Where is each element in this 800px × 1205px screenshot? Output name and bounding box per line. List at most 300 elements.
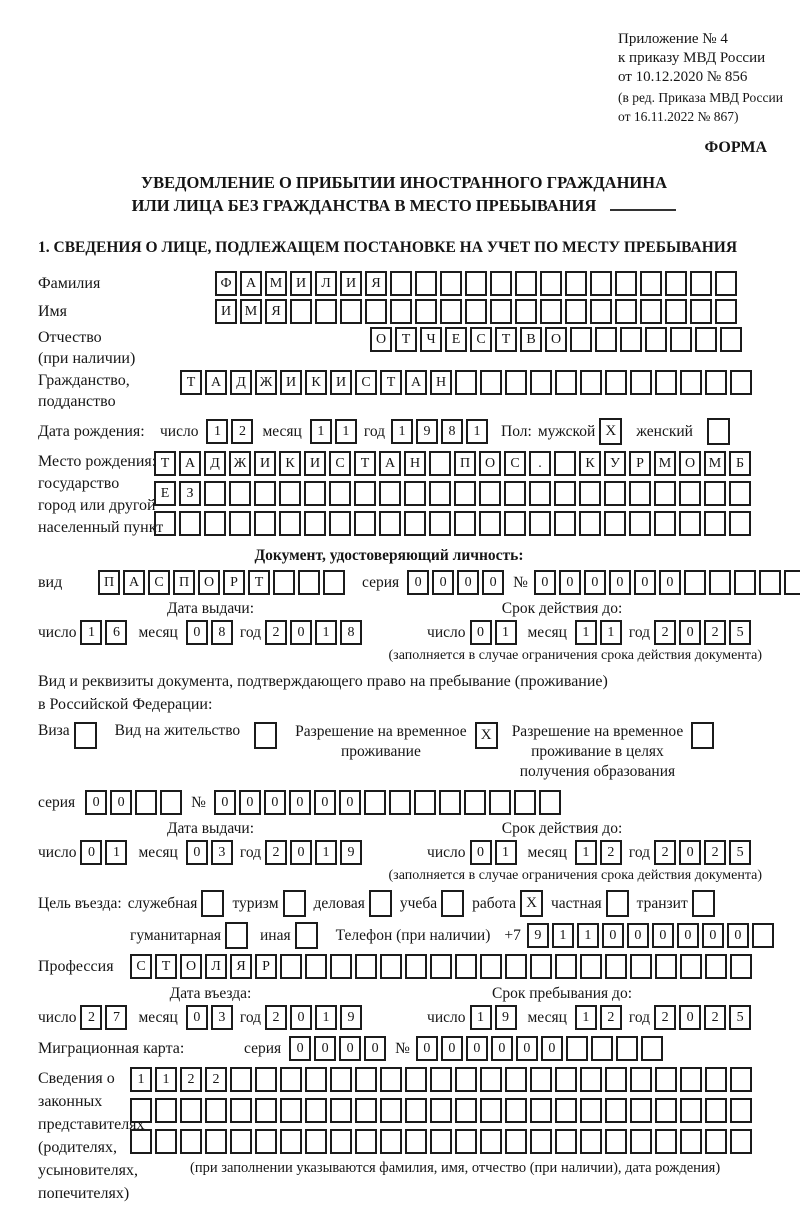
char-cell[interactable]: [555, 1098, 577, 1123]
char-cell[interactable]: [595, 327, 617, 352]
char-cell[interactable]: Е: [445, 327, 467, 352]
char-cell[interactable]: [616, 1036, 638, 1061]
char-cell[interactable]: [230, 1098, 252, 1123]
char-cell[interactable]: 3: [211, 1005, 233, 1030]
char-cell[interactable]: [730, 1098, 752, 1123]
char-cell[interactable]: А: [179, 451, 201, 476]
char-cell[interactable]: 0: [659, 570, 681, 595]
char-cell[interactable]: [279, 481, 301, 506]
char-cell[interactable]: [580, 1098, 602, 1123]
char-cell[interactable]: П: [454, 451, 476, 476]
char-cell[interactable]: [429, 451, 451, 476]
char-cell[interactable]: 0: [432, 570, 454, 595]
char-cell[interactable]: М: [704, 451, 726, 476]
char-cell[interactable]: [530, 954, 552, 979]
char-cell[interactable]: 0: [85, 790, 107, 815]
char-cell[interactable]: 0: [541, 1036, 563, 1061]
char-cell[interactable]: 1: [466, 419, 488, 444]
char-cell[interactable]: [154, 511, 176, 536]
char-cell[interactable]: [255, 1129, 277, 1154]
char-cell[interactable]: [630, 1098, 652, 1123]
char-cell[interactable]: 1: [335, 419, 357, 444]
char-cell[interactable]: 0: [491, 1036, 513, 1061]
char-cell[interactable]: [205, 1129, 227, 1154]
char-cell[interactable]: [579, 511, 601, 536]
char-cell[interactable]: [255, 1098, 277, 1123]
char-cell[interactable]: О: [370, 327, 392, 352]
char-cell[interactable]: 2: [704, 620, 726, 645]
char-cell[interactable]: [705, 1129, 727, 1154]
char-cell[interactable]: О: [545, 327, 567, 352]
char-cell[interactable]: [365, 299, 387, 324]
char-cell[interactable]: И: [290, 271, 312, 296]
char-cell[interactable]: [704, 511, 726, 536]
char-cell[interactable]: 0: [214, 790, 236, 815]
char-cell[interactable]: 0: [289, 790, 311, 815]
char-cell[interactable]: [323, 570, 345, 595]
char-cell[interactable]: [389, 790, 411, 815]
char-cell[interactable]: [505, 370, 527, 395]
char-cell[interactable]: [655, 1129, 677, 1154]
char-cell[interactable]: Т: [380, 370, 402, 395]
char-cell[interactable]: 2: [654, 1005, 676, 1030]
char-cell[interactable]: [440, 299, 462, 324]
char-cell[interactable]: [315, 299, 337, 324]
purpose-transit-checkbox[interactable]: [692, 890, 715, 917]
char-cell[interactable]: [630, 1067, 652, 1092]
char-cell[interactable]: 0: [702, 923, 724, 948]
char-cell[interactable]: [304, 481, 326, 506]
char-cell[interactable]: 9: [495, 1005, 517, 1030]
char-cell[interactable]: [695, 327, 717, 352]
char-cell[interactable]: [734, 570, 756, 595]
char-cell[interactable]: Н: [430, 370, 452, 395]
temp-residence-edu-checkbox[interactable]: [691, 722, 714, 749]
char-cell[interactable]: 0: [289, 1036, 311, 1061]
char-cell[interactable]: [329, 481, 351, 506]
char-cell[interactable]: [405, 1129, 427, 1154]
char-cell[interactable]: [230, 1129, 252, 1154]
char-cell[interactable]: [479, 481, 501, 506]
char-cell[interactable]: [705, 1067, 727, 1092]
char-cell[interactable]: [480, 954, 502, 979]
char-cell[interactable]: [555, 370, 577, 395]
char-cell[interactable]: [390, 299, 412, 324]
char-cell[interactable]: 1: [315, 840, 337, 865]
char-cell[interactable]: [690, 271, 712, 296]
char-cell[interactable]: Т: [248, 570, 270, 595]
char-cell[interactable]: 0: [584, 570, 606, 595]
char-cell[interactable]: [615, 271, 637, 296]
char-cell[interactable]: [480, 370, 502, 395]
char-cell[interactable]: [364, 790, 386, 815]
char-cell[interactable]: 0: [290, 620, 312, 645]
char-cell[interactable]: 7: [105, 1005, 127, 1030]
char-cell[interactable]: А: [123, 570, 145, 595]
char-cell[interactable]: 1: [315, 620, 337, 645]
char-cell[interactable]: [565, 299, 587, 324]
char-cell[interactable]: 1: [575, 840, 597, 865]
char-cell[interactable]: 0: [290, 840, 312, 865]
char-cell[interactable]: [304, 511, 326, 536]
char-cell[interactable]: [254, 481, 276, 506]
char-cell[interactable]: Я: [365, 271, 387, 296]
char-cell[interactable]: Т: [154, 451, 176, 476]
char-cell[interactable]: [229, 481, 251, 506]
char-cell[interactable]: [130, 1129, 152, 1154]
char-cell[interactable]: [605, 1129, 627, 1154]
char-cell[interactable]: 0: [602, 923, 624, 948]
char-cell[interactable]: О: [679, 451, 701, 476]
char-cell[interactable]: 2: [231, 419, 253, 444]
char-cell[interactable]: М: [265, 271, 287, 296]
temp-residence-checkbox[interactable]: X: [475, 722, 498, 749]
char-cell[interactable]: [679, 481, 701, 506]
char-cell[interactable]: 0: [416, 1036, 438, 1061]
char-cell[interactable]: [515, 271, 537, 296]
char-cell[interactable]: 1: [105, 840, 127, 865]
char-cell[interactable]: Ж: [229, 451, 251, 476]
char-cell[interactable]: [680, 1067, 702, 1092]
char-cell[interactable]: 1: [575, 620, 597, 645]
char-cell[interactable]: А: [205, 370, 227, 395]
char-cell[interactable]: [654, 511, 676, 536]
residence-permit-checkbox[interactable]: [254, 722, 277, 749]
visa-checkbox[interactable]: [74, 722, 97, 749]
char-cell[interactable]: 2: [180, 1067, 202, 1092]
char-cell[interactable]: [230, 1067, 252, 1092]
char-cell[interactable]: Т: [495, 327, 517, 352]
char-cell[interactable]: [630, 954, 652, 979]
char-cell[interactable]: .: [529, 451, 551, 476]
char-cell[interactable]: 1: [552, 923, 574, 948]
char-cell[interactable]: С: [130, 954, 152, 979]
char-cell[interactable]: [204, 511, 226, 536]
char-cell[interactable]: [566, 1036, 588, 1061]
char-cell[interactable]: Н: [404, 451, 426, 476]
char-cell[interactable]: [440, 271, 462, 296]
char-cell[interactable]: [690, 299, 712, 324]
char-cell[interactable]: 1: [310, 419, 332, 444]
char-cell[interactable]: [155, 1098, 177, 1123]
char-cell[interactable]: [555, 954, 577, 979]
char-cell[interactable]: 2: [80, 1005, 102, 1030]
char-cell[interactable]: 1: [575, 1005, 597, 1030]
char-cell[interactable]: [179, 511, 201, 536]
char-cell[interactable]: О: [479, 451, 501, 476]
char-cell[interactable]: [730, 370, 752, 395]
char-cell[interactable]: [205, 1098, 227, 1123]
char-cell[interactable]: Р: [629, 451, 651, 476]
char-cell[interactable]: [629, 511, 651, 536]
char-cell[interactable]: 5: [729, 1005, 751, 1030]
char-cell[interactable]: [280, 1098, 302, 1123]
char-cell[interactable]: [605, 954, 627, 979]
char-cell[interactable]: И: [340, 271, 362, 296]
char-cell[interactable]: 6: [105, 620, 127, 645]
char-cell[interactable]: 2: [600, 840, 622, 865]
char-cell[interactable]: [155, 1129, 177, 1154]
char-cell[interactable]: И: [215, 299, 237, 324]
char-cell[interactable]: 1: [495, 620, 517, 645]
char-cell[interactable]: [570, 327, 592, 352]
char-cell[interactable]: Т: [395, 327, 417, 352]
char-cell[interactable]: [455, 954, 477, 979]
char-cell[interactable]: С: [148, 570, 170, 595]
char-cell[interactable]: [579, 481, 601, 506]
char-cell[interactable]: [591, 1036, 613, 1061]
char-cell[interactable]: [380, 1129, 402, 1154]
char-cell[interactable]: 1: [206, 419, 228, 444]
char-cell[interactable]: [515, 299, 537, 324]
char-cell[interactable]: Т: [155, 954, 177, 979]
char-cell[interactable]: [355, 1067, 377, 1092]
char-cell[interactable]: [514, 790, 536, 815]
char-cell[interactable]: 0: [314, 1036, 336, 1061]
char-cell[interactable]: 3: [211, 840, 233, 865]
char-cell[interactable]: [380, 1067, 402, 1092]
char-cell[interactable]: [665, 299, 687, 324]
char-cell[interactable]: [555, 1129, 577, 1154]
char-cell[interactable]: [505, 1098, 527, 1123]
char-cell[interactable]: [305, 1098, 327, 1123]
char-cell[interactable]: [615, 299, 637, 324]
char-cell[interactable]: 0: [679, 840, 701, 865]
char-cell[interactable]: 9: [527, 923, 549, 948]
char-cell[interactable]: П: [173, 570, 195, 595]
char-cell[interactable]: [429, 511, 451, 536]
char-cell[interactable]: [180, 1129, 202, 1154]
char-cell[interactable]: 8: [211, 620, 233, 645]
char-cell[interactable]: [505, 1067, 527, 1092]
char-cell[interactable]: [730, 1067, 752, 1092]
char-cell[interactable]: Л: [315, 271, 337, 296]
char-cell[interactable]: [539, 790, 561, 815]
char-cell[interactable]: П: [98, 570, 120, 595]
char-cell[interactable]: [655, 1098, 677, 1123]
purpose-business-checkbox[interactable]: [369, 890, 392, 917]
char-cell[interactable]: [354, 511, 376, 536]
char-cell[interactable]: 0: [339, 790, 361, 815]
char-cell[interactable]: [430, 1098, 452, 1123]
char-cell[interactable]: [404, 481, 426, 506]
char-cell[interactable]: [715, 299, 737, 324]
char-cell[interactable]: 2: [654, 620, 676, 645]
char-cell[interactable]: [554, 511, 576, 536]
female-checkbox[interactable]: [707, 418, 730, 445]
char-cell[interactable]: [415, 299, 437, 324]
char-cell[interactable]: [405, 1098, 427, 1123]
char-cell[interactable]: [254, 511, 276, 536]
char-cell[interactable]: [684, 570, 706, 595]
char-cell[interactable]: Ч: [420, 327, 442, 352]
char-cell[interactable]: Р: [223, 570, 245, 595]
char-cell[interactable]: [505, 1129, 527, 1154]
char-cell[interactable]: [379, 481, 401, 506]
char-cell[interactable]: 0: [339, 1036, 361, 1061]
char-cell[interactable]: [630, 1129, 652, 1154]
char-cell[interactable]: 0: [727, 923, 749, 948]
char-cell[interactable]: [130, 1098, 152, 1123]
char-cell[interactable]: [489, 790, 511, 815]
char-cell[interactable]: О: [180, 954, 202, 979]
char-cell[interactable]: [605, 1098, 627, 1123]
char-cell[interactable]: [455, 1129, 477, 1154]
char-cell[interactable]: 2: [704, 840, 726, 865]
char-cell[interactable]: [680, 370, 702, 395]
char-cell[interactable]: 0: [457, 570, 479, 595]
char-cell[interactable]: 0: [482, 570, 504, 595]
char-cell[interactable]: [355, 1129, 377, 1154]
char-cell[interactable]: 0: [652, 923, 674, 948]
char-cell[interactable]: [430, 954, 452, 979]
char-cell[interactable]: [590, 271, 612, 296]
char-cell[interactable]: [645, 327, 667, 352]
char-cell[interactable]: 5: [729, 620, 751, 645]
char-cell[interactable]: В: [520, 327, 542, 352]
char-cell[interactable]: [705, 370, 727, 395]
char-cell[interactable]: [405, 1067, 427, 1092]
char-cell[interactable]: С: [355, 370, 377, 395]
char-cell[interactable]: К: [579, 451, 601, 476]
char-cell[interactable]: С: [329, 451, 351, 476]
char-cell[interactable]: [679, 511, 701, 536]
char-cell[interactable]: Т: [354, 451, 376, 476]
char-cell[interactable]: [490, 299, 512, 324]
char-cell[interactable]: Д: [204, 451, 226, 476]
char-cell[interactable]: 1: [391, 419, 413, 444]
char-cell[interactable]: 0: [516, 1036, 538, 1061]
purpose-private-checkbox[interactable]: [606, 890, 629, 917]
char-cell[interactable]: [330, 1067, 352, 1092]
purpose-humanitarian-checkbox[interactable]: [225, 922, 248, 949]
char-cell[interactable]: [680, 954, 702, 979]
char-cell[interactable]: [340, 299, 362, 324]
char-cell[interactable]: [390, 271, 412, 296]
purpose-tourism-checkbox[interactable]: [283, 890, 306, 917]
char-cell[interactable]: [404, 511, 426, 536]
char-cell[interactable]: [464, 790, 486, 815]
char-cell[interactable]: И: [330, 370, 352, 395]
char-cell[interactable]: [439, 790, 461, 815]
char-cell[interactable]: [204, 481, 226, 506]
char-cell[interactable]: [665, 271, 687, 296]
char-cell[interactable]: 0: [407, 570, 429, 595]
char-cell[interactable]: [480, 1067, 502, 1092]
char-cell[interactable]: [680, 1129, 702, 1154]
char-cell[interactable]: [305, 954, 327, 979]
char-cell[interactable]: З: [179, 481, 201, 506]
char-cell[interactable]: [565, 271, 587, 296]
char-cell[interactable]: [455, 370, 477, 395]
char-cell[interactable]: [180, 1098, 202, 1123]
char-cell[interactable]: 0: [470, 840, 492, 865]
char-cell[interactable]: [430, 1067, 452, 1092]
char-cell[interactable]: [273, 570, 295, 595]
char-cell[interactable]: [454, 481, 476, 506]
char-cell[interactable]: [160, 790, 182, 815]
char-cell[interactable]: 2: [265, 620, 287, 645]
char-cell[interactable]: [279, 511, 301, 536]
char-cell[interactable]: 0: [186, 620, 208, 645]
char-cell[interactable]: 0: [534, 570, 556, 595]
char-cell[interactable]: [720, 327, 742, 352]
char-cell[interactable]: 1: [495, 840, 517, 865]
char-cell[interactable]: Я: [265, 299, 287, 324]
char-cell[interactable]: 1: [315, 1005, 337, 1030]
char-cell[interactable]: [680, 1098, 702, 1123]
char-cell[interactable]: А: [405, 370, 427, 395]
char-cell[interactable]: Я: [230, 954, 252, 979]
purpose-official-checkbox[interactable]: [201, 890, 224, 917]
char-cell[interactable]: [655, 370, 677, 395]
char-cell[interactable]: 1: [600, 620, 622, 645]
char-cell[interactable]: 0: [314, 790, 336, 815]
char-cell[interactable]: [580, 1067, 602, 1092]
char-cell[interactable]: [479, 511, 501, 536]
char-cell[interactable]: Л: [205, 954, 227, 979]
char-cell[interactable]: [504, 481, 526, 506]
char-cell[interactable]: 0: [609, 570, 631, 595]
char-cell[interactable]: 0: [186, 1005, 208, 1030]
char-cell[interactable]: 0: [679, 620, 701, 645]
char-cell[interactable]: [490, 271, 512, 296]
purpose-other-checkbox[interactable]: [295, 922, 318, 949]
char-cell[interactable]: [705, 954, 727, 979]
char-cell[interactable]: [429, 481, 451, 506]
char-cell[interactable]: [305, 1067, 327, 1092]
char-cell[interactable]: Ж: [255, 370, 277, 395]
char-cell[interactable]: [305, 1129, 327, 1154]
char-cell[interactable]: [729, 481, 751, 506]
char-cell[interactable]: М: [240, 299, 262, 324]
char-cell[interactable]: [590, 299, 612, 324]
char-cell[interactable]: 0: [559, 570, 581, 595]
char-cell[interactable]: С: [504, 451, 526, 476]
char-cell[interactable]: [580, 954, 602, 979]
char-cell[interactable]: [605, 370, 627, 395]
char-cell[interactable]: О: [198, 570, 220, 595]
char-cell[interactable]: А: [240, 271, 262, 296]
char-cell[interactable]: И: [254, 451, 276, 476]
char-cell[interactable]: [505, 954, 527, 979]
char-cell[interactable]: [705, 1098, 727, 1123]
char-cell[interactable]: [655, 954, 677, 979]
char-cell[interactable]: [480, 1098, 502, 1123]
char-cell[interactable]: 9: [416, 419, 438, 444]
char-cell[interactable]: 1: [130, 1067, 152, 1092]
char-cell[interactable]: 0: [679, 1005, 701, 1030]
char-cell[interactable]: И: [280, 370, 302, 395]
char-cell[interactable]: [354, 481, 376, 506]
char-cell[interactable]: [704, 481, 726, 506]
char-cell[interactable]: 0: [634, 570, 656, 595]
purpose-work-checkbox[interactable]: X: [520, 890, 543, 917]
char-cell[interactable]: [135, 790, 157, 815]
char-cell[interactable]: [540, 271, 562, 296]
char-cell[interactable]: [730, 1129, 752, 1154]
char-cell[interactable]: 2: [265, 840, 287, 865]
char-cell[interactable]: [620, 327, 642, 352]
char-cell[interactable]: [379, 511, 401, 536]
char-cell[interactable]: [530, 1098, 552, 1123]
char-cell[interactable]: [330, 1098, 352, 1123]
char-cell[interactable]: [630, 370, 652, 395]
char-cell[interactable]: 0: [264, 790, 286, 815]
char-cell[interactable]: [759, 570, 781, 595]
char-cell[interactable]: 1: [155, 1067, 177, 1092]
char-cell[interactable]: 0: [110, 790, 132, 815]
